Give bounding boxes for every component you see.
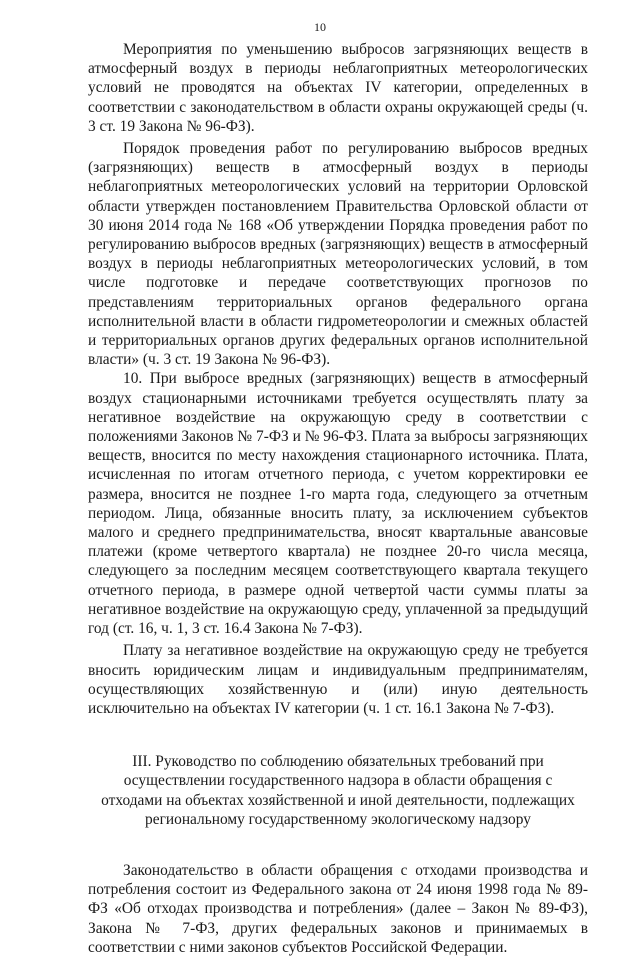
section-heading: III. Руководство по соблюдению обязательных требований при осуществлении государственного надзора в области обращения с отходами на объектах хозяйственной и иной деятельности, подлежащих региональному государственному экологическому надзору (101, 753, 575, 828)
page-number: 10 (314, 20, 326, 34)
paragraph-waste-legislation: Законодательство в области обращения с отходами производства и потребления состоит из Федерального закона от 24 июня 1998 года № 89-ФЗ «Об отходах производства и потребления» (далее – Закон № 89-ФЗ), Закона № 7-ФЗ, других федеральных законов и принимаемых в соответствии с ними законов субъектов Российской Федерации. (88, 861, 588, 956)
paragraph-emission-fee: 10. При выбросе вредных (загрязняющих) веществ в атмосферный воздух стационарными источниками требуется осуществлять плату за негативное воздействие на окружающую среду в соответствии с положениями Законов № 7-ФЗ и № 96-ФЗ. Плата за выбросы загрязняющих веществ, вносится по месту нахождения стационарного источника. Плата, исчисленная по итогам отчетного периода, с учетом корректировки ее размера, вносится не позднее 1-го марта года, следующего за отчетным периодом. Лица, обязанные вносить плату, за исключением субъектов малого и среднего предпринимательства, вносят квартальные авансовые платежи (кроме четвертого квартала) не позднее 20-го числа месяца, следующего за последним месяцем соответствующего квартала текущего отчетного периода, в размере одной четвертой части суммы платы за негативное воздействие на окружающую среду, уплаченной за предыдущий год (ст. 16, ч. 1, 3 ст. 16.4 Закона № 7-ФЗ). (88, 370, 588, 638)
paragraph-orel-procedure: Порядок проведения работ по регулированию выбросов вредных (загрязняющих) веществ в атмосферный воздух в периоды неблагоприятных метеорологических условий на территории Орловской области утвержден постановлением Правительства Орловской области от 30 июня 2014 года № 168 «Об утверждении Порядка проведения работ по регулированию выбросов вредных (загрязняющих) веществ в атмосферный воздух в периоды неблагоприятных метеорологических условий, в том числе подготовке и передаче соответствующих прогнозов по представлениям территориальных органов федерального органа исполнительной власти в области гидрометеорологии и смежных областей и территориальных органов других федеральных органов исполнительной власти» (ч. 3 ст. 19 Закона № 96-ФЗ). (88, 140, 588, 369)
document-body (88, 40, 588, 957)
paragraph-fee-exemption: Плату за негативное воздействие на окружающую среду не требуется вносить юридическим лицам и индивидуальным предпринимателям, осуществляющих хозяйственную и (или) иную деятельность исключительно на объектах IV категории (ч. 1 ст. 16.1 Закона № 7-ФЗ). (88, 642, 588, 717)
paragraph-nmu-iv-category: Мероприятия по уменьшению выбросов загрязняющих веществ в атмосферный воздух в периоды неблагоприятных метеорологических условий не проводятся на объектах IV категории, определенных в соответствии с законодательством в области охраны окружающей среды (ч. 3 ст. 19 Закона № 96-ФЗ). (88, 41, 588, 135)
